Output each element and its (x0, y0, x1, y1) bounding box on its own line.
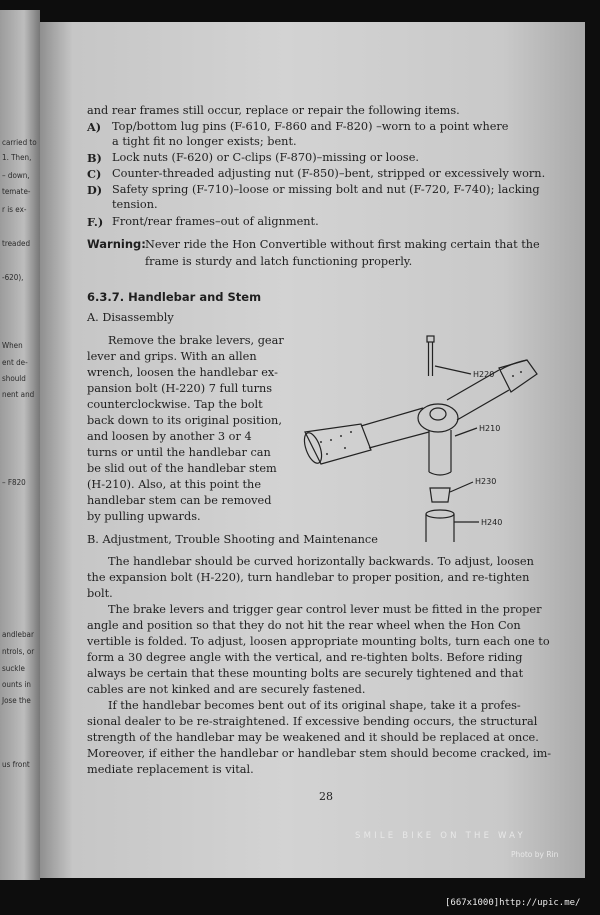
left-page-fragment: ounts in (2, 680, 31, 689)
leader-h230 (450, 482, 473, 492)
manual-page (40, 22, 585, 878)
left-page-fragment: 1. Then, (2, 153, 32, 162)
disassembly-line: (H-210). Also, at this point the (87, 478, 262, 491)
disassembly-line: wrench, loosen the handlebar ex- (87, 366, 278, 379)
right-grip-ridge (500, 360, 527, 370)
item-label: B) (87, 151, 102, 165)
paragraph-line: the expansion bolt (H-220), turn handlebar to proper position, and re-tighten (87, 571, 530, 584)
handlebar-diagram (295, 322, 540, 542)
warning-text-cont: frame is sturdy and latch functioning properly. (145, 255, 413, 268)
left-page-fragment: – down, (2, 171, 30, 180)
grip-texture (344, 447, 346, 449)
leader-h220 (435, 366, 471, 374)
item-label: F.) (87, 215, 104, 229)
item-label: D) (87, 183, 103, 197)
paragraph-line: strength of the handlebar may be weakened and it should be replaced at once. (87, 731, 539, 744)
paragraph-line: The brake levers and trigger gear control lever must be fitted in the proper (108, 603, 542, 616)
left-page-fragment: should (2, 374, 26, 383)
subsection-adjustment: B. Adjustment, Trouble Shooting and Maintenance (87, 533, 378, 546)
left-page-fragment: When (2, 341, 23, 350)
disassembly-line: back down to its original position, (87, 414, 282, 427)
paragraph-line: form a 30 degree angle with the vertical, and re-tighten bolts. Before riding (87, 651, 523, 664)
item-label: A) (87, 120, 102, 134)
grip-texture (320, 441, 322, 443)
left-page-fragment: nent and (2, 390, 35, 399)
grip-texture (350, 431, 352, 433)
intro-text: and rear frames still occur, replace or repair the following items. (87, 104, 460, 117)
image-host-footer: [667x1000]http://upic.me/ (445, 898, 581, 908)
grip-texture (330, 439, 332, 441)
left-page-fragment: carried to (2, 138, 37, 147)
adjacent-page-edge (0, 10, 40, 880)
bolt-head (427, 336, 434, 342)
item-text: Counter-threaded adjusting nut (F-850)–bent, stripped or excessively worn. (112, 167, 546, 180)
subsection-disassembly: A. Disassembly (87, 311, 174, 324)
right-grip-outline (499, 360, 537, 392)
label-h210: H210 (479, 424, 501, 433)
grip-texture (340, 435, 342, 437)
left-grip-outline (305, 424, 371, 464)
disassembly-line: lever and grips. With an allen (87, 350, 257, 363)
disassembly-line: Remove the brake levers, gear (108, 334, 284, 347)
left-page-fragment: -620), (2, 273, 24, 282)
disassembly-line: by pulling upwards. (87, 510, 201, 523)
left-page-fragment: suckle (2, 664, 25, 673)
paragraph-line: mediate replacement is vital. (87, 763, 254, 776)
tube-top (426, 510, 454, 518)
page-number: 28 (319, 790, 333, 803)
paragraph-line: sional dealer to be re-straightened. If excessive bending occurs, the structural (87, 715, 538, 728)
label-h240: H240 (481, 518, 503, 527)
left-page-fragment: r is ex- (2, 205, 27, 214)
left-page-fragment: temate- (2, 187, 31, 196)
item-text: Lock nuts (F-620) or C-clips (F-870)–missing or loose. (112, 151, 419, 164)
item-text-cont: tension. (112, 198, 158, 211)
photo-credit: Photo by Rin (511, 850, 559, 859)
left-page-fragment: us front (2, 760, 30, 769)
item-text: Top/bottom lug pins (F-610, F-860 and F-820) –worn to a point where (112, 120, 509, 133)
disassembly-line: pansion bolt (H-220) 7 full turns (87, 382, 273, 395)
left-page-fragment: treaded (2, 239, 31, 248)
wedge-h230 (430, 488, 450, 502)
paragraph-line: angle and position so that they do not hit the rear wheel when the Hon Con (87, 619, 521, 632)
left-page-fragment: ent de- (2, 358, 28, 367)
disassembly-line: and loosen by another 3 or 4 (87, 430, 252, 443)
left-page-fragment: andlebar (2, 630, 34, 639)
leader-h210 (455, 428, 477, 436)
grip-texture (326, 453, 328, 455)
grip-texture (520, 371, 522, 373)
stem-h210 (429, 430, 451, 475)
left-page-fragment: ntrols, or (2, 647, 35, 656)
item-label: C) (87, 167, 102, 181)
paragraph-line: If the handlebar becomes bent out of its original shape, take it a profes- (108, 699, 521, 712)
paragraph-line: The handlebar should be curved horizontally backwards. To adjust, loosen (108, 555, 534, 568)
watermark-text: SMILE BIKE ON THE WAY (355, 831, 526, 841)
warning-label: Warning: (87, 237, 146, 251)
paragraph-line: vertible is folded. To adjust, loosen appropriate mounting bolts, turn each one to (87, 635, 550, 648)
warning-text: Never ride the Hon Convertible without first making certain that the (145, 238, 540, 251)
disassembly-line: handlebar stem can be removed (87, 494, 272, 507)
paragraph-line: Moreover, if either the handlebar or handlebar stem should become cracked, im- (87, 747, 552, 760)
disassembly-line: counterclockwise. Tap the bolt (87, 398, 263, 411)
paragraph-line: cables are not kinked and are securely fastened. (87, 683, 366, 696)
disassembly-line: be slid out of the handlebar stem (87, 462, 277, 475)
label-h220: H220 (473, 370, 495, 379)
paragraph-line: always be certain that these mounting bolts are securely tightened and that (87, 667, 524, 680)
grip-texture (512, 375, 514, 377)
item-text-cont: a tight fit no longer exists; bent. (112, 135, 297, 148)
left-page-fragment: Jose the (2, 696, 31, 705)
stem-clamp-bore (430, 408, 446, 420)
paragraph-line: bolt. (87, 587, 113, 600)
item-text: Safety spring (F-710)–loose or missing bolt and nut (F-720, F-740); lacking (112, 183, 540, 196)
section-heading: 6.3.7. Handlebar and Stem (87, 290, 262, 304)
disassembly-line: turns or until the handlebar can (87, 446, 271, 459)
label-h230: H230 (475, 477, 497, 486)
left-page-fragment: – F820 (2, 478, 26, 487)
item-text: Front/rear frames–out of alignment. (112, 215, 319, 228)
